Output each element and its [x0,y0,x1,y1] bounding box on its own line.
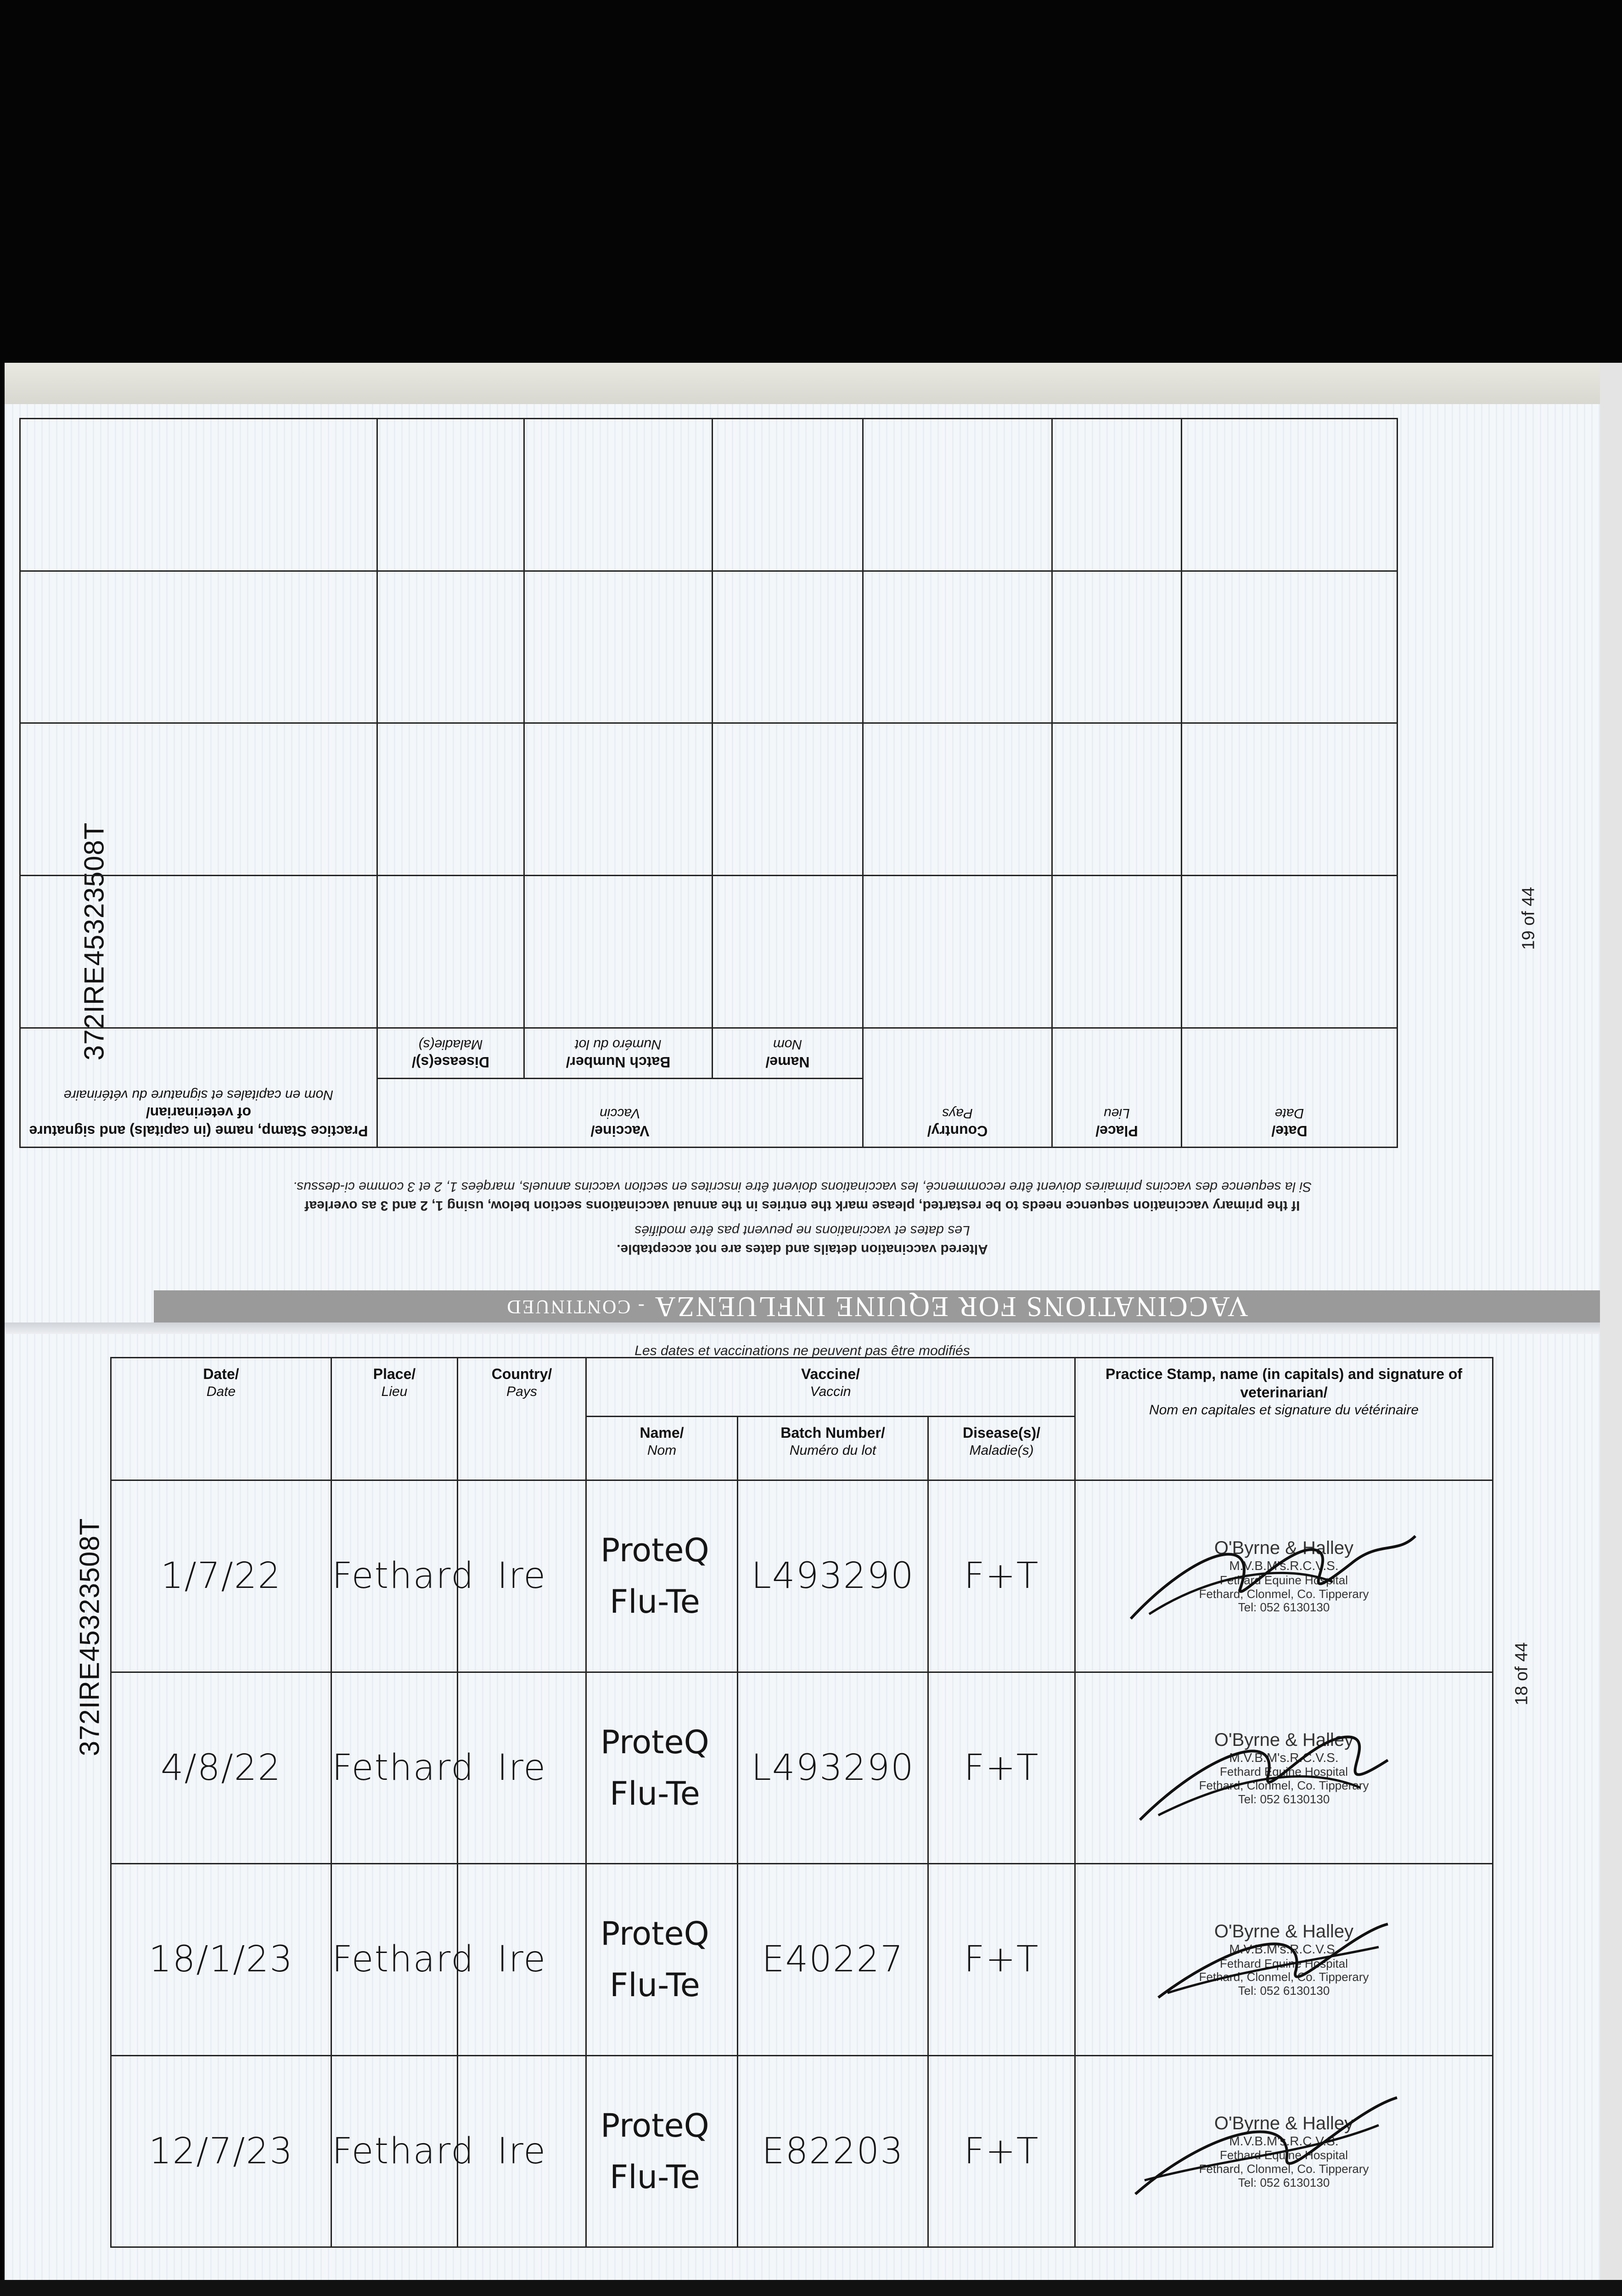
header-date: Date/ Date [1182,1028,1398,1148]
signature-icon [1094,1495,1461,1642]
signature-icon [1094,2070,1461,2217]
disease-cell: F+T [928,1864,1075,2055]
page-subtitle: Les dates et vaccinations ne peuvent pas être modifiés [634,1343,970,1358]
signature-icon [1094,1687,1461,1834]
date-cell: 1/7/22 [111,1480,331,1672]
warning-text: Altered vaccination details and dates are not acceptable. Les dates et vaccinations ne peuvent pas être modifiés If the primary vaccination sequence needs to be restarted, please mark the entries in the annual vaccinations section below, using 1, 2 and 3 as overleaf Si la sequence des vaccins primaires doivent être recommencé, les vaccinations doivent être inscrites en section vaccins annuels, marqées 1, 2 et 3 comme ci-dessus. [292,1179,1312,1257]
page-edge [1600,363,1622,2296]
header-place: Place/ Lieu [1052,1028,1182,1148]
upside-down-content [5,404,1600,1327]
place-cell: Fethard [331,1480,458,1672]
stamp-cell [1075,2055,1493,2247]
batch-cell: E82203 [738,2055,928,2247]
empty-vaccination-table [19,418,1398,1148]
header-batch: Batch Number/ Numéro du lot [524,1028,713,1079]
table-row [111,1672,1493,1863]
table-row [111,1864,1493,2055]
passport-id: 372IRE45323508T [74,1518,105,1756]
header-vaccine: Vaccine/ Vaccin [586,1358,1075,1417]
header-batch: Batch Number/ Numéro du lot [738,1417,928,1480]
vet-stamp: O'Byrne & Halley M.V.B.M's.R.C.V.S. Fethard Equine Hospital Fethard, Clonmel, Co. Tipperary Tel: 052 6130130 [1199,2113,1369,2189]
batch-cell: L493290 [738,1672,928,1863]
vaccine-name-cell: ProteQ Flu-Te [586,1672,738,1863]
vaccine-name-cell: ProteQ Flu-Te [586,2055,738,2247]
page-number: 18 of 44 [1512,1642,1532,1705]
vet-stamp: O'Byrne & Halley M.V.B.M's.R.C.V.S. Fethard Equine Hospital Fethard, Clonmel, Co. Tipperary Tel: 052 6130130 [1199,1538,1369,1615]
header-country: Country/ Pays [458,1358,586,1480]
header-stamp: Practice Stamp, name (in capitals) and signature of veterinarian/ Nom en capitales et signature du vétérinaire [20,1028,377,1148]
country-cell: Ire [458,2055,586,2247]
vaccine-name-cell: ProteQ Flu-Te [586,1480,738,1672]
empty-row [20,571,1397,723]
signature-icon [1094,1878,1461,2025]
passport-page-18 [5,1334,1600,2296]
disease-cell: F+T [928,2055,1075,2247]
empty-row [20,419,1397,571]
header-country: Country/ Pays [863,1028,1052,1148]
table-row [111,2055,1493,2247]
book-spine [5,363,1622,406]
batch-cell: E40227 [738,1864,928,2055]
date-cell: 4/8/22 [111,1672,331,1863]
header-vaccine: Vaccine/ Vaccin [377,1079,863,1148]
stamp-cell [1075,1480,1493,1672]
header-date: Date/ Date [111,1358,331,1480]
vet-stamp: O'Byrne & Halley M.V.B.M's.R.C.V.S. Fethard Equine Hospital Fethard, Clonmel, Co. Tipperary Tel: 052 6130130 [1199,1729,1369,1806]
passport-page-19 [5,404,1600,1327]
empty-row [20,876,1397,1028]
place-cell: Fethard [331,2055,458,2247]
header-name: Name/ Nom [586,1417,738,1480]
vaccine-name-cell: ProteQ Flu-Te [586,1864,738,2055]
date-cell: 18/1/23 [111,1864,331,2055]
country-cell: Ire [458,1864,586,2055]
passport-id: 372IRE45323508T [79,822,110,1061]
vaccination-table [110,1357,1493,2248]
batch-cell: L493290 [738,1480,928,1672]
header-place: Place/ Lieu [331,1358,458,1480]
page-number: 19 of 44 [1519,887,1538,950]
vet-stamp: O'Byrne & Halley M.V.B.M's.R.C.V.S. Fethard Equine Hospital Fethard, Clonmel, Co. Tipperary Tel: 052 6130130 [1199,1921,1369,1998]
stamp-cell [1075,1672,1493,1863]
scan-edge [0,2280,1622,2296]
page-gutter [5,1322,1600,1335]
disease-cell: F+T [928,1672,1075,1863]
country-cell: Ire [458,1672,586,1863]
place-cell: Fethard [331,1672,458,1863]
header-disease: Disease(s)/ Maladie(s) [928,1417,1075,1480]
stamp-cell [1075,1864,1493,2055]
country-cell: Ire [458,1480,586,1672]
place-cell: Fethard [331,1864,458,2055]
date-cell: 12/7/23 [111,2055,331,2247]
page-title: VACCINATIONS FOR EQUINE INFLUENZA - CONTINUED [154,1290,1600,1322]
empty-row [20,723,1397,876]
header-disease: Disease(s)/ Maladie(s) [377,1028,524,1079]
disease-cell: F+T [928,1480,1075,1672]
table-row [111,1480,1493,1672]
header-name: Name/ Nom [713,1028,863,1079]
header-stamp: Practice Stamp, name (in capitals) and signature of veterinarian/ Nom en capitales et signature du vétérinaire [1075,1358,1493,1480]
